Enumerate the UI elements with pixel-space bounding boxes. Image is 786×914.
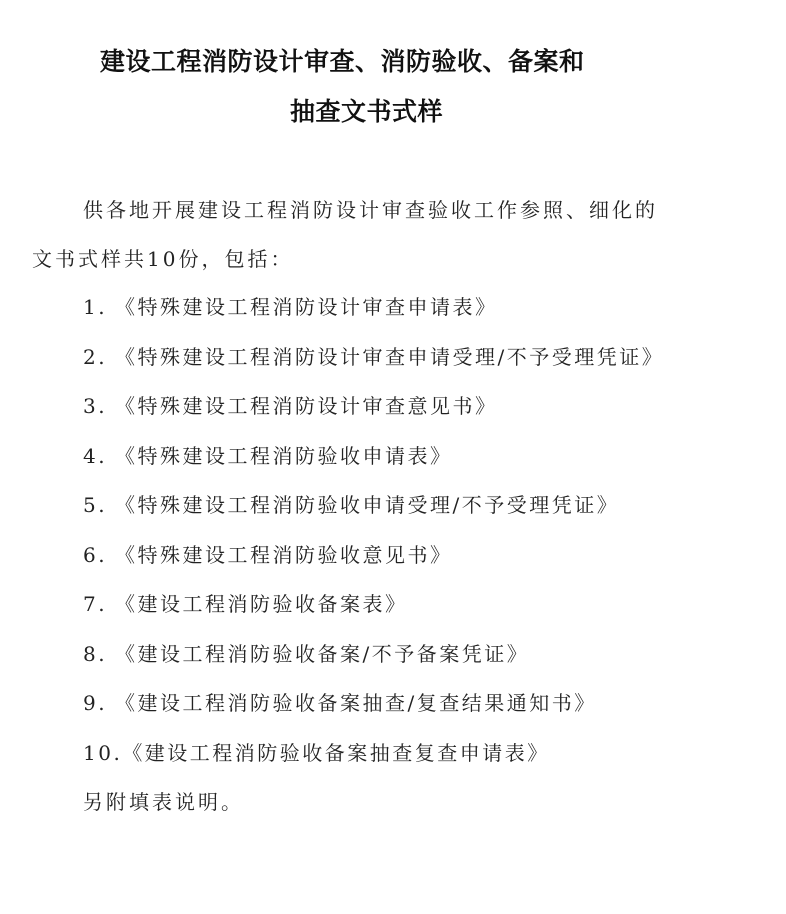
list-item-text: 《特殊建设工程消防设计审查申请表》 (115, 295, 498, 319)
footer-note: 另附填表说明。 (83, 790, 244, 814)
list-item-text: 《建设工程消防验收备案抽查复查申请表》 (122, 740, 550, 765)
list-item-number: 4. (83, 443, 108, 468)
list-item-text: 《特殊建设工程消防设计审查申请受理/不予受理凭证》 (115, 344, 665, 369)
list-item-text: 《建设工程消防验收备案/不予备案凭证》 (115, 641, 530, 666)
list-item (83, 588, 664, 638)
list-item-number: 3. (83, 394, 108, 418)
list-item-number: 7. (83, 592, 108, 616)
list-item-number: 6. (83, 542, 108, 567)
list-item (83, 390, 664, 440)
document-title-line-2: 抽查文书式样 (290, 97, 444, 126)
intro-paragraph-line-2: 文书式样共10份，包括： (32, 247, 294, 271)
list-item-text: 《特殊建设工程消防验收申请表》 (115, 443, 453, 468)
list-item (83, 687, 664, 737)
list-item (83, 539, 664, 589)
list-item (83, 341, 664, 391)
list-item-number: 2. (83, 344, 108, 369)
list-item (83, 489, 664, 539)
document-title-line-1: 建设工程消防设计审查、消防验收、备案和 (100, 47, 585, 76)
list-item-number: 9. (83, 691, 108, 715)
list-item-text: 《建设工程消防验收备案抽查/复查结果通知书》 (115, 691, 597, 715)
list-item (83, 638, 664, 688)
intro-paragraph-line-1: 供各地开展建设工程消防设计审查验收工作参照、细化的 (83, 198, 658, 222)
list-item (83, 291, 664, 341)
list-item-number: 8. (83, 641, 108, 666)
list-item-number: 10. (83, 740, 123, 765)
list-item-text: 《特殊建设工程消防验收申请受理/不予受理凭证》 (115, 493, 620, 517)
list-item-number: 5. (83, 493, 108, 517)
list-item (83, 440, 664, 490)
list-item-number: 1. (83, 295, 108, 319)
list-item-text: 《特殊建设工程消防设计审查意见书》 (115, 394, 498, 418)
list-item-text: 《特殊建设工程消防验收意见书》 (115, 542, 453, 567)
list-item (83, 737, 664, 787)
document-template-list (83, 291, 664, 786)
list-item-text: 《建设工程消防验收备案表》 (115, 592, 408, 616)
